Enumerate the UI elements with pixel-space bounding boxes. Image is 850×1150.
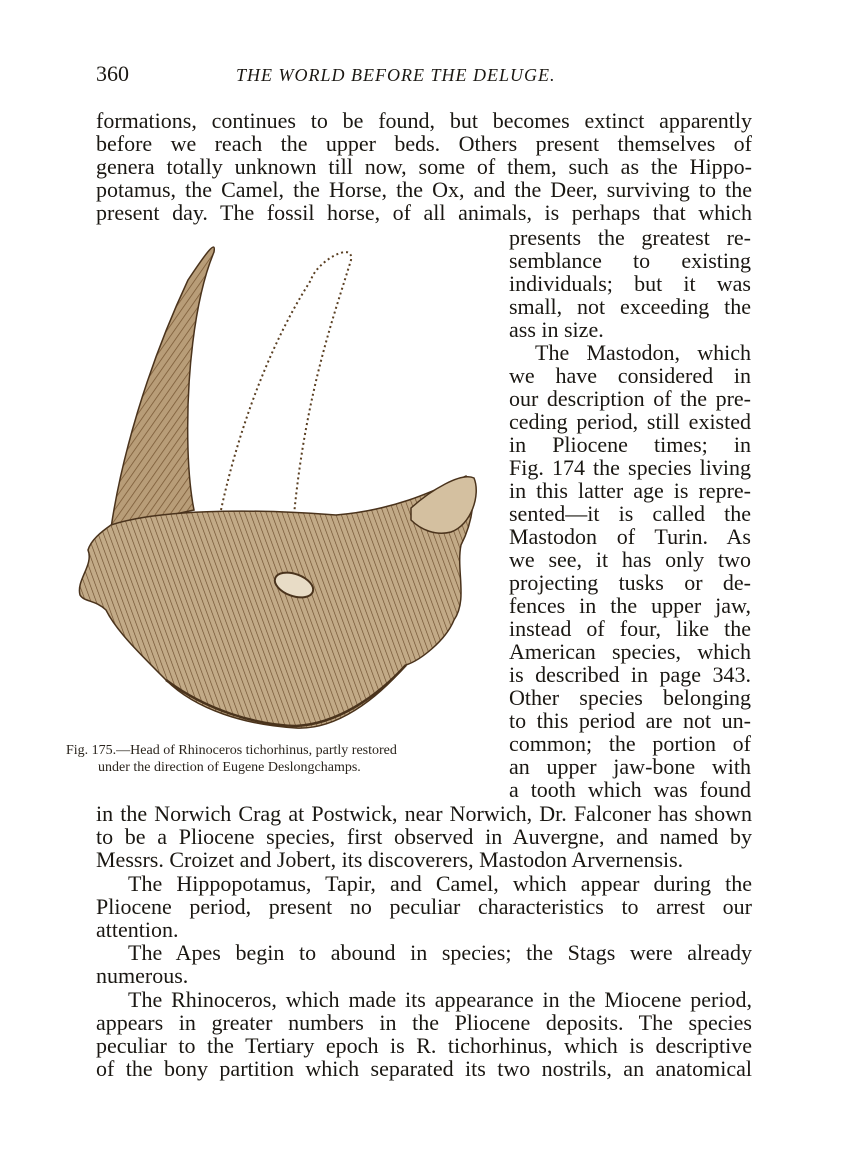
body-line: in this latter age is repre- — [509, 478, 751, 503]
body-line: of the bony partition which separated its two nostrils, an anatomical — [96, 1056, 752, 1081]
body-line: to be a Pliocene species, first observed in Auvergne, and named by — [96, 824, 752, 849]
body-line: presents the greatest re- — [509, 225, 751, 250]
body-line: semblance to existing — [509, 248, 751, 273]
body-line: present day. The fossil horse, of all animals, is perhaps that which — [96, 200, 752, 225]
body-line: attention. — [96, 917, 179, 942]
body-line: small, not exceeding the — [509, 294, 751, 319]
body-line: a tooth which was found — [509, 777, 751, 802]
body-line: potamus, the Camel, the Horse, the Ox, and the Deer, surviving to the — [96, 177, 752, 202]
body-line: Fig. 174 the species living — [509, 455, 751, 480]
front-horn — [111, 247, 214, 528]
body-line: American species, which — [509, 639, 751, 664]
body-line: is described in page 343. — [509, 662, 751, 687]
body-line: instead of four, like the — [509, 616, 751, 641]
body-line: Messrs. Croizet and Jobert, its discoverers, Mastodon Arvernensis. — [96, 847, 684, 872]
body-line: appears in greater numbers in the Pliocene deposits. The species — [96, 1010, 752, 1035]
running-title: THE WORLD BEFORE THE DELUGE. — [236, 65, 556, 85]
body-line: projecting tusks or de- — [509, 570, 751, 595]
body-line: to this period are not un- — [509, 708, 751, 733]
rhinoceros-head-illustration — [76, 240, 486, 735]
body-line: The Rhinoceros, which made its appearance in the Miocene period, — [128, 987, 752, 1012]
body-line: individuals; but it was — [509, 271, 751, 296]
rear-horn-outline — [221, 252, 351, 515]
body-line: ceding period, still existed — [509, 409, 751, 434]
body-line: we see, it has only two — [509, 547, 751, 572]
body-line: The Apes begin to abound in species; the Stags were already — [128, 940, 752, 965]
figure-caption: Fig. 175.—Head of Rhinoceros tichorhinus, partly restored — [66, 743, 397, 758]
body-line: The Hippopotamus, Tapir, and Camel, which appear during the — [128, 871, 752, 896]
body-line: fences in the upper jaw, — [509, 593, 751, 618]
body-line: Pliocene period, present no peculiar characteristics to arrest our — [96, 894, 752, 919]
body-line: Other species belonging — [509, 685, 751, 710]
page-number: 360 — [96, 61, 129, 86]
body-line: our description of the pre- — [509, 386, 751, 411]
body-line: formations, continues to be found, but becomes extinct apparently — [96, 108, 752, 133]
figure-caption: under the direction of Eugene Deslongchamps. — [98, 760, 361, 775]
body-line: an upper jaw-bone with — [509, 754, 751, 779]
body-line: sented—it is called the — [509, 501, 751, 526]
body-line: in the Norwich Crag at Postwick, near Norwich, Dr. Falconer has shown — [96, 801, 752, 826]
body-line: we have considered in — [509, 363, 751, 388]
body-line: in Pliocene times; in — [509, 432, 751, 457]
body-line: common; the portion of — [509, 731, 751, 756]
body-line: genera totally unknown till now, some of them, such as the Hippo- — [96, 154, 752, 179]
body-line: peculiar to the Tertiary epoch is R. tichorhinus, which is descriptive — [96, 1033, 752, 1058]
body-line: Mastodon of Turin. As — [509, 524, 751, 549]
body-line: before we reach the upper beds. Others present themselves of — [96, 131, 752, 156]
body-line: numerous. — [96, 963, 189, 988]
body-line: ass in size. — [509, 317, 604, 342]
body-line: The Mastodon, which — [535, 340, 751, 365]
